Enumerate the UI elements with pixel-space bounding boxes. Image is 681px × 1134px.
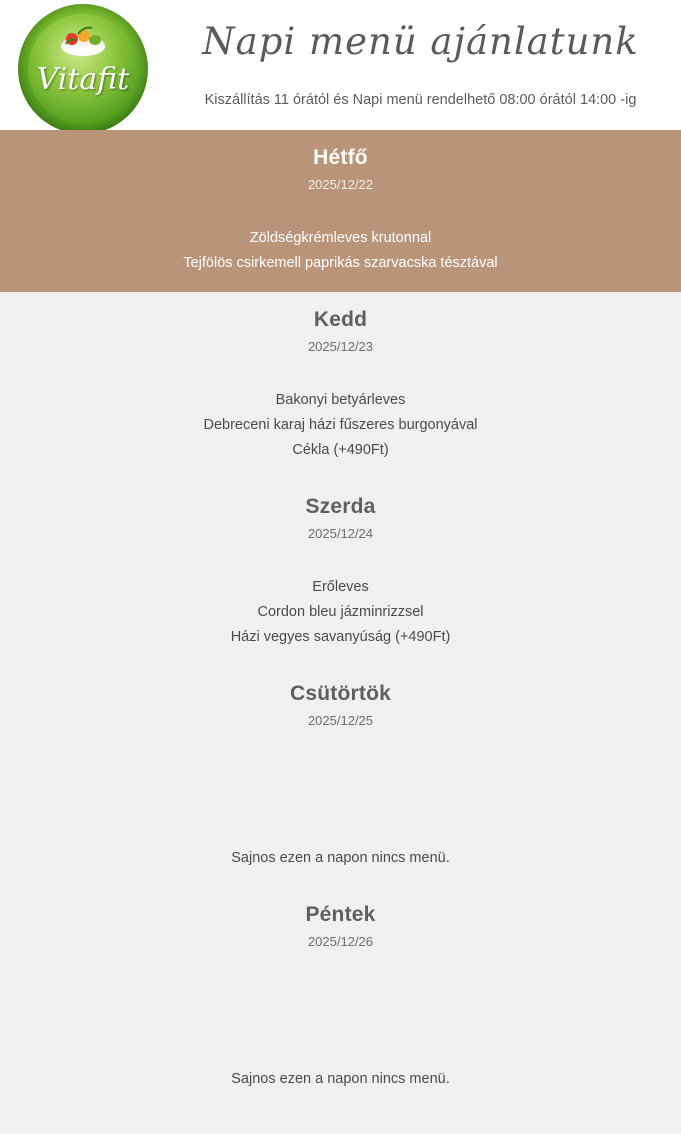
day-date: 2025/12/25	[307, 713, 374, 728]
menu-item-list	[0, 949, 681, 1108]
no-menu-note: Sajnos ezen a napon nincs menü.	[231, 850, 450, 866]
menu-item: Erőleves	[312, 579, 369, 595]
day-date: 2025/12/26	[307, 934, 374, 949]
day-name: Hétfő	[313, 146, 368, 169]
salad-bowl-icon	[54, 24, 112, 58]
menu-item-list	[0, 541, 681, 666]
menu-item: Cordon bleu jázminrizzsel	[257, 604, 424, 620]
day-block	[0, 479, 681, 666]
menu-item-list	[0, 192, 681, 292]
menu-item: Debreceni karaj házi fűszeres burgonyával	[203, 417, 478, 433]
day-block	[0, 292, 681, 479]
menu-item: Tejfölös csirkemell paprikás szarvacska tésztával	[183, 255, 498, 271]
day-date: 2025/12/24	[307, 526, 374, 541]
logo-wordmark: Vitafit	[36, 62, 130, 97]
days-container	[0, 130, 681, 1108]
day-block	[0, 666, 681, 887]
day-name: Csütörtök	[290, 682, 391, 705]
day-name: Kedd	[313, 308, 368, 331]
menu-item: Cékla (+490Ft)	[292, 442, 389, 458]
day-name: Szerda	[305, 495, 376, 518]
page-header	[0, 0, 681, 130]
no-menu-note: Sajnos ezen a napon nincs menü.	[231, 1071, 450, 1087]
empty-spacer	[0, 762, 681, 846]
menu-item: Zöldségkrémleves krutonnal	[249, 230, 432, 246]
day-date: 2025/12/22	[307, 177, 374, 192]
brand-logo[interactable]	[18, 4, 148, 134]
day-block	[0, 130, 681, 292]
menu-item-list	[0, 728, 681, 887]
menu-item: Bakonyi betyárleves	[275, 392, 406, 408]
menu-item: Házi vegyes savanyúság (+490Ft)	[230, 629, 451, 645]
empty-spacer	[0, 983, 681, 1067]
page-subtitle: Kiszállítás 11 órától és Napi menü rendelhető 08:00 órától 14:00 -ig	[204, 92, 637, 108]
day-name: Péntek	[305, 903, 376, 926]
header-text-block	[160, 0, 681, 130]
day-block	[0, 887, 681, 1108]
day-date: 2025/12/23	[307, 339, 374, 354]
page-title: Napi menü ajánlatunk	[202, 20, 639, 63]
menu-item-list	[0, 354, 681, 479]
